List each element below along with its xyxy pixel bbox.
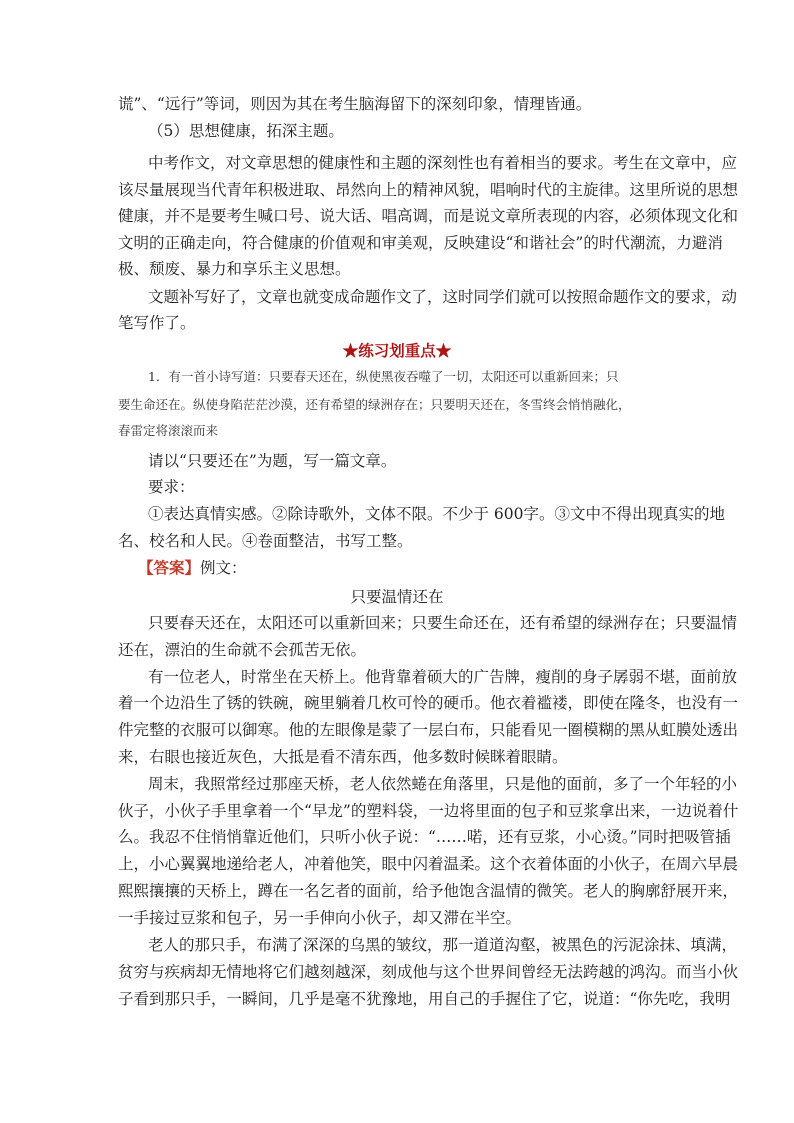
body-line: 谎”、“远行”等词，则因为其在考生脑海留下的深刻印象，情理皆通。 xyxy=(118,95,592,113)
body-line: 中考作文，对文章思想的健康性和主题的深刻性也有着相当的要求。考生在文章中，应 xyxy=(148,154,738,172)
essay-line: 还在，漂泊的生命就不会孤苦无依。 xyxy=(118,641,367,659)
requirements-line: ①表达真情实感。②除诗歌外，文体不限。不少于 600字。③文中不得出现真实的地 xyxy=(148,505,726,523)
requirements-label: 要求： xyxy=(148,478,195,496)
body-line: 笔写作了。 xyxy=(118,314,196,332)
question-line: 要生命还在。纵使身陷茫茫沙漠，还有希望的绿洲存在；只要明天还在，冬雪终会悄悄融化， xyxy=(118,397,631,412)
essay-line: 老人的那只手，布满了深深的乌黑的皱纹，那一道道沟壑，被黑色的污泥涂抹、填满， xyxy=(148,936,738,954)
section-heading: （5）思想健康，拓深主题。 xyxy=(148,122,344,140)
essay-title: 只要温情还在 xyxy=(350,588,444,606)
essay-line: 贫穷与疾病却无情地将它们越刻越深，刻成他与这个世界间曾经无法跨越的鸿沟。而当小伙 xyxy=(118,963,739,981)
practice-heading: ★练习划重点★ xyxy=(342,341,452,360)
essay-line: 么。我忍不住悄悄靠近他们，只听小伙子说：“……喏，还有豆浆，小心烫。”同时把吸管插 xyxy=(118,828,731,846)
requirements-line: 名、校名和人民。④卷面整洁，书写工整。 xyxy=(118,532,413,550)
answer-suffix: 例文： xyxy=(200,559,247,577)
essay-line: 熙熙攘攘的天桥上，蹲在一名乞者的面前，给予他饱含温情的微笑。老人的胸廓舒展开来， xyxy=(118,882,739,900)
essay-line: 有一位老人，时常坐在天桥上。他背靠着硕大的广告牌，瘦削的身子孱弱不堪，面前放 xyxy=(148,668,738,686)
essay-line: 一手接过豆浆和包子，另一手伸向小伙子，却又滞在半空。 xyxy=(118,909,522,927)
essay-line: 只要春天还在，太阳还可以重新回来；只要生命还在，还有希望的绿洲存在；只要温情 xyxy=(148,614,738,632)
body-line: 极、颓废、暴力和享乐主义思想。 xyxy=(118,260,351,278)
body-line: 该尽量展现当代青年积极进取、昂然向上的精神风貌，唱响时代的主旋律。这里所说的思想 xyxy=(118,181,739,199)
question-line: 春雷定将滚滚而来 xyxy=(118,423,219,438)
body-line: 健康，并不是要考生喊口号、说大话、唱高调，而是说文章所表现的内容，必须体现文化和 xyxy=(118,207,739,225)
essay-line: 伙子，小伙子手里拿着一个“早龙”的塑料袋，一边将里面的包子和豆浆拿出来，一边说着什 xyxy=(118,802,739,820)
essay-line: 上，小心翼翼地递给老人，冲着他笑，眼中闪着温柔。这个衣着体面的小伙子，在周六早晨 xyxy=(118,855,739,873)
answer-row xyxy=(138,558,247,578)
essay-line: 子看到那只手，一瞬间，几乎是毫不犹豫地，用自己的手握住了它，说道：“你先吃，我明 xyxy=(118,990,731,1008)
question-line: 1．有一首小诗写道：只要春天还在，纵使黑夜吞噬了一切，太阳还可以重新回来；只 xyxy=(148,369,619,384)
question-prompt: 请以“只要还在”为题，写一篇文章。 xyxy=(148,452,397,470)
answer-label: 【答案】 xyxy=(138,558,201,577)
essay-line: 件完整的衣服可以御寒。他的左眼像是蒙了一层白布，只能看见一圈模糊的黑从虹膜处透出 xyxy=(118,721,739,739)
essay-line: 周末，我照常经过那座天桥，老人依然蜷在角落里，只是他的面前，多了一个年轻的小 xyxy=(148,775,738,793)
essay-line: 着一个边沿生了锈的铁碗，碗里躺着几枚可怜的硬币。他衣着褴褛，即使在隆冬，也没有一 xyxy=(118,694,739,712)
essay-line: 来，右眼也接近灰色，大抵是看不清东西，他多数时候眯着眼睛。 xyxy=(118,748,568,766)
body-line: 文题补写好了，文章也就变成命题作文了，这时同学们就可以按照命题作文的要求，动 xyxy=(148,288,738,306)
body-line: 文明的正确走向，符合健康的价值观和审美观，反映建设“和谐社会”的时代潮流，力避消 xyxy=(118,234,723,252)
